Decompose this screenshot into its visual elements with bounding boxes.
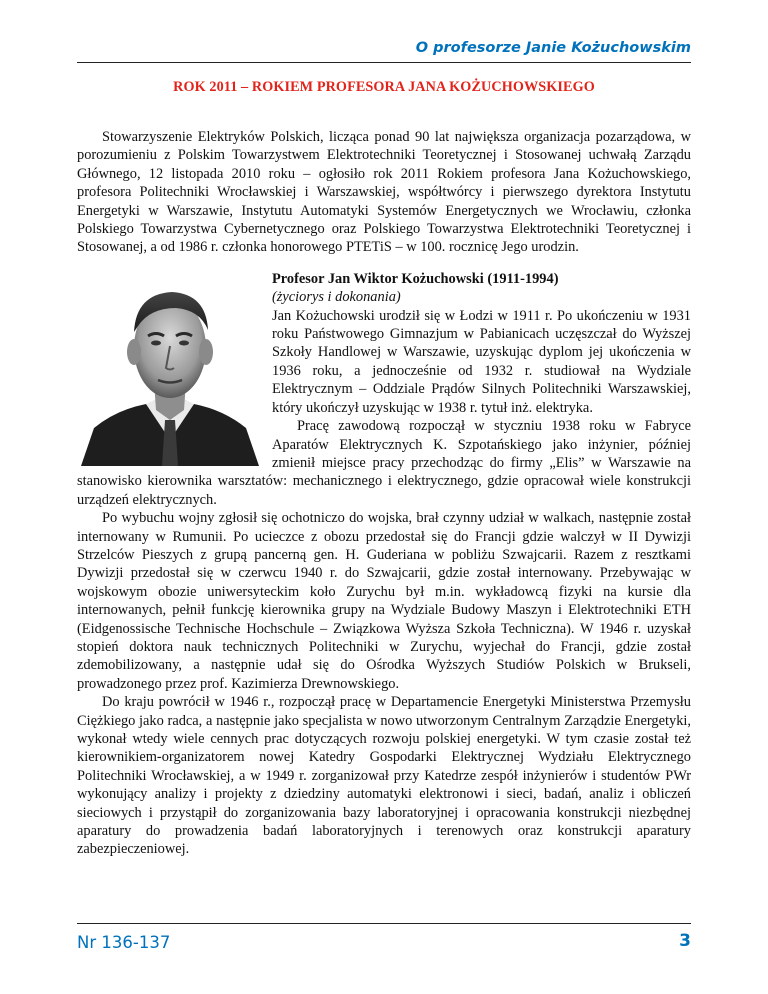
portrait-photo bbox=[76, 270, 264, 466]
intro-paragraph: Stowarzyszenie Elektryków Polskich, licząca ponad 90 lat największa organizacja pozarządowa, w porozumieniu z Polskim Towarzystwem Elektrotechniki Teoretycznej i Stosowanej uchwałą Zarządu Głównego, 12 listopada 2010 roku – ogłosiło rok 2011 Rokiem profesora Jana Kożuchowskiego, profesora Politechniki Wrocławskiej i Warszawskiej, współtwórcy i pierwszego dyrektora Instytutu Energetyki w Warszawie, Instytutu Automatyki Systemów Energetycznych we Wrocławiu, członka Polskiego Towarzystwa Cybernetycznego oraz Polskiego Towarzystwa Elektrotechniki Teoretycznej i Stosowanej, a od 1986 r. członka honorowego PTETiS – w 100. rocznicę Jego urodzin. bbox=[77, 129, 691, 256]
body-paragraph: Jan Kożuchowski urodził się w Łodzi w 1911 r. Po ukończeniu w 1931 roku Państwowego Gimnazjum w Pabianicach uczęszczał do Wyższej Szkoły Handlowej w Warszawie, uzyskując dyplom jej ukończenia w 1936 roku, a jednocześnie od 1932 r. studiował na Wydziale Elektrycznym – Oddziale Prądów Silnych Politechniki Warszawskiej, który ukończył uzyskując w 1938 r. tytuł inż. elektryka. bbox=[272, 307, 691, 416]
running-header-title: O profesorze Janie Kożuchowskim bbox=[415, 40, 691, 56]
footer-divider bbox=[77, 923, 691, 924]
bio-subtitle: (życiorys i dokonania) bbox=[272, 289, 401, 306]
issue-number: Nr 136-137 bbox=[77, 933, 171, 952]
page-number: 3 bbox=[679, 931, 691, 951]
body-paragraph: Po wybuchu wojny zgłosił się ochotniczo do wojska, brał czynny udział w walkach, następnie został internowany w Rumunii. Po ucieczce z obozu przedostał się do Francji gdzie walczył w II Dywizji Strzelców Pieszych z grupą pancerną gen. H. Guderiana w pobliżu Szwajcarii. Razem z resztkami Dywizji przedostał się w czerwcu 1940 r. do Szwajcarii, gdzie został internowany. Przebywając w wojskowym obozie uniwersyteckim koło Zurychu był m.in. wykładowcą fizyki na kursie dla internowanych, pełnił funkcję kierownika grupy na Wydziale Budowy Maszyn i Elektrotechniki ETH (Eidgenossische Technische Hochschule – Związkowa Wyższa Szkoła Techniczna). W 1946 r. uzyskał stopień doktora nauk technicznych Politechniki w Zurychu, wyjechał do Francji, gdzie został zdemobilizowany, a następnie udał się do Ośrodka Wyższych Studiów Polskich w Brukseli, prowadzonego przez prof. Kazimierza Drewnowskiego. bbox=[77, 510, 691, 692]
article-title: ROK 2011 – ROKIEM PROFESORA JANA KOŻUCHOWSKIEGO bbox=[173, 79, 595, 95]
bio-heading: Profesor Jan Wiktor Kożuchowski (1911-1994) bbox=[272, 270, 559, 287]
article-body bbox=[77, 128, 691, 859]
body-paragraph: Pracę zawodową rozpoczął w styczniu 1938 roku w Fabryce Aparatów Elektrycznych K. Szpotańskiego jako inżynier, później zmienił miejsce pracy przechodząc do firmy „Elis” w Warszawie na stanowisko kierownika warsztatów: mechanicznego i elektrycznego, gdzie opracował wiele konstrukcji urządzeń elektrycznych. bbox=[77, 418, 691, 508]
body-paragraph: Do kraju powrócił w 1946 r., rozpoczął pracę w Departamencie Energetyki Ministerstwa Przemysłu Ciężkiego jako radca, a następnie jako specjalista w nowo utworzonym Centralnym Zarządzie Energetyki, wykonał wtedy wiele cennych prac dotyczących rozwoju polskiej energetyki. W tym czasie został też kierownikiem-organizatorem nowej Katedry Gospodarki Elektrycznej Wydziału Elektrycznego Politechniki Wrocławskiej, a w 1949 r. zorganizował przy Katedrze zespół inżynierów i studentów PWr wykonujący analizy i projekty z dziedziny automatyki elektronowi i sieci, badań, analiz i obliczeń sieciowych i przystąpił do zorganizowania bazy laboratoryjnej i opracowania konstrukcji niezbędnej aparatury do prowadzenia badań laboratoryjnych i terenowych oraz konstrukcji aparatury zabezpieczeniowej. bbox=[77, 694, 691, 858]
header-divider bbox=[77, 62, 691, 63]
